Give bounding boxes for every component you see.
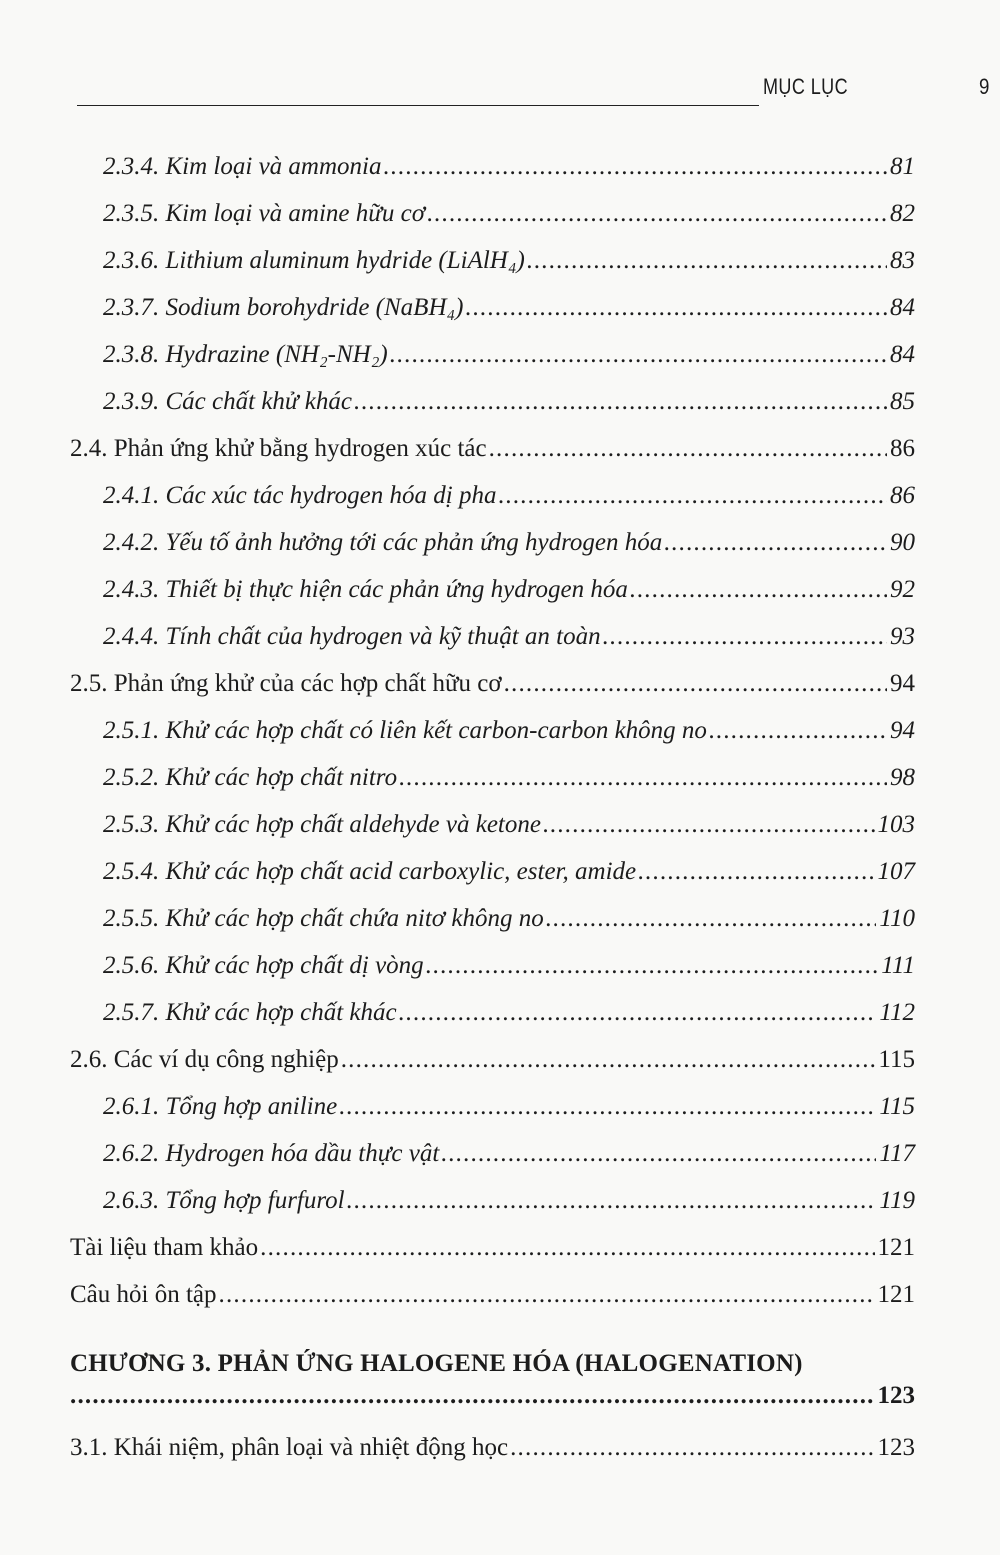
header-page-number: 9 [979,74,990,99]
toc-entry-label: Tài liệu tham khảo [70,1234,259,1261]
toc-entry-page: 115 [879,1093,915,1120]
toc-entry-label: 2.3.4. Kim loại và ammonia [103,153,382,180]
chapter-heading [70,1350,915,1410]
dot-leader [341,1046,876,1074]
toc-entry-page: 86 [890,435,915,462]
toc-entry [103,905,915,933]
toc-entry-page: 85 [890,388,915,415]
toc-entry-label: 2.5.6. Khử các hợp chất dị vòng [103,952,424,979]
toc-entry-label: 2.5.7. Khử các hợp chất khác [103,999,397,1026]
dot-leader [427,200,887,228]
toc-entry-page: 107 [877,858,915,885]
dot-leader [709,717,887,745]
toc-entry-page: 90 [890,529,915,556]
toc-entry-label: 2.5.3. Khử các hợp chất aldehyde và ketone [103,811,541,838]
dot-leader [347,1187,877,1215]
toc-entry-page: 121 [877,1281,915,1308]
toc-entry [70,1434,915,1462]
toc-entry-label: 2.5. Phản ứng khử của các hợp chất hữu cơ [70,670,502,697]
toc-entry-label: 2.3.9. Các chất khử khác [103,388,352,415]
toc-entry-label: 3.1. Khái niệm, phân loại và nhiệt động học [70,1434,509,1461]
toc-entry [70,670,915,698]
toc-entry-label: 2.6.3. Tổng hợp furfurol [103,1187,345,1214]
dot-leader [441,1140,876,1168]
header-title: MỤC LỤC [763,74,849,99]
toc-entry [103,952,915,980]
toc-entry-page: 121 [877,1234,915,1261]
toc-entry-page: 94 [890,717,915,744]
dot-leader [543,811,875,839]
toc-entry-label: 2.4.2. Yếu tố ảnh hưởng tới các phản ứng hydrogen hóa [103,529,663,556]
dot-leader [399,764,887,792]
toc-entry-label: 2.5.2. Khử các hợp chất nitro [103,764,398,791]
toc-entry [103,623,915,651]
dot-leader [510,1434,874,1462]
toc-entry [103,1187,915,1215]
toc-entry-label: 2.3.6. Lithium aluminum hydride (LiAlH₄) [103,247,525,274]
toc-entry-label: 2.6.2. Hydrogen hóa dầu thực vật [103,1140,440,1167]
dot-leader [399,999,877,1027]
toc-entry [103,576,915,604]
toc-entry [70,435,915,463]
toc-entry-page: 115 [878,1046,915,1073]
toc-entry-label: 2.4.4. Tính chất của hydrogen và kỹ thuật an toàn [103,623,601,650]
toc-entry-label: 2.5.4. Khử các hợp chất acid carboxylic, ester, amide [103,858,637,885]
chapter-page: 123 [877,1382,915,1409]
dot-leader [383,153,887,181]
toc-entry-page: 83 [890,247,915,274]
toc-entry [103,529,915,557]
toc-entry [103,764,915,792]
toc-entry-label: 2.3.8. Hydrazine (NH₂-NH₂) [103,341,388,368]
toc-entry-page: 81 [890,153,915,180]
dot-leader [390,341,887,369]
toc-entry-page: 93 [890,623,915,650]
toc-entry-label: 2.3.5. Kim loại và amine hữu cơ [103,200,426,227]
dot-leader [546,905,877,933]
dot-leader [630,576,887,604]
toc-entry-page: 84 [890,294,915,321]
toc-entry [103,200,915,228]
toc-entry [103,247,915,275]
toc-entry-label: 2.4. Phản ứng khử bằng hydrogen xúc tác [70,435,487,462]
dot-leader [70,1382,875,1410]
toc-entry [70,1281,915,1309]
chapter-leader-line [70,1382,915,1410]
toc-entry [103,153,915,181]
toc-entry-page: 82 [890,200,915,227]
toc-entry [103,811,915,839]
toc-entry-page: 123 [877,1434,915,1461]
dot-leader [504,670,887,698]
dot-leader [527,247,887,275]
toc-entry-page: 94 [890,670,915,697]
toc-entry [103,1140,915,1168]
toc-entry-label: 2.3.7. Sodium borohydride (NaBH₄) [103,294,464,321]
dot-leader [466,294,887,322]
toc-entry-label: 2.6.1. Tổng hợp aniline [103,1093,338,1120]
dot-leader [664,529,887,557]
toc-entry-label: Câu hỏi ôn tập [70,1281,217,1308]
toc-entry [103,858,915,886]
toc-entry [103,482,915,510]
toc-entry [103,1093,915,1121]
toc-entry [103,999,915,1027]
dot-leader [339,1093,876,1121]
dot-leader [638,858,874,886]
toc-entry [103,717,915,745]
toc-entry-page: 86 [890,482,915,509]
toc-entry-page: 110 [879,905,915,932]
toc-entry [103,341,915,369]
toc-entry-label: 2.4.1. Các xúc tác hydrogen hóa dị pha [103,482,497,509]
toc-entry-label: 2.5.1. Khử các hợp chất có liên kết carbon-carbon không no [103,717,707,744]
toc-entry [70,1046,915,1074]
toc-entry-label: 2.4.3. Thiết bị thực hiện các phản ứng hydrogen hóa [103,576,628,603]
dot-leader [354,388,887,416]
dot-leader [603,623,887,651]
dot-leader [260,1234,874,1262]
chapter-title: CHƯƠNG 3. PHẢN ỨNG HALOGENE HÓA (HALOGENATION) [70,1350,803,1377]
toc-entry-page: 119 [879,1187,915,1214]
toc-entry [103,388,915,416]
toc-entry-page: 98 [890,764,915,791]
toc-entry-page: 103 [877,811,915,838]
toc-entry [103,294,915,322]
toc-entry-label: 2.6. Các ví dụ công nghiệp [70,1046,339,1073]
dot-leader [489,435,887,463]
toc-entry-page: 112 [879,999,915,1026]
toc-entry [70,1234,915,1262]
dot-leader [219,1281,875,1309]
toc-entry-page: 117 [879,1140,915,1167]
toc-entry-page: 92 [890,576,915,603]
dot-leader [426,952,879,980]
toc-entry-page: 84 [890,341,915,368]
toc-entry-page: 111 [881,952,915,979]
toc-entry-label: 2.5.5. Khử các hợp chất chứa nitơ không no [103,905,544,932]
dot-leader [498,482,887,510]
